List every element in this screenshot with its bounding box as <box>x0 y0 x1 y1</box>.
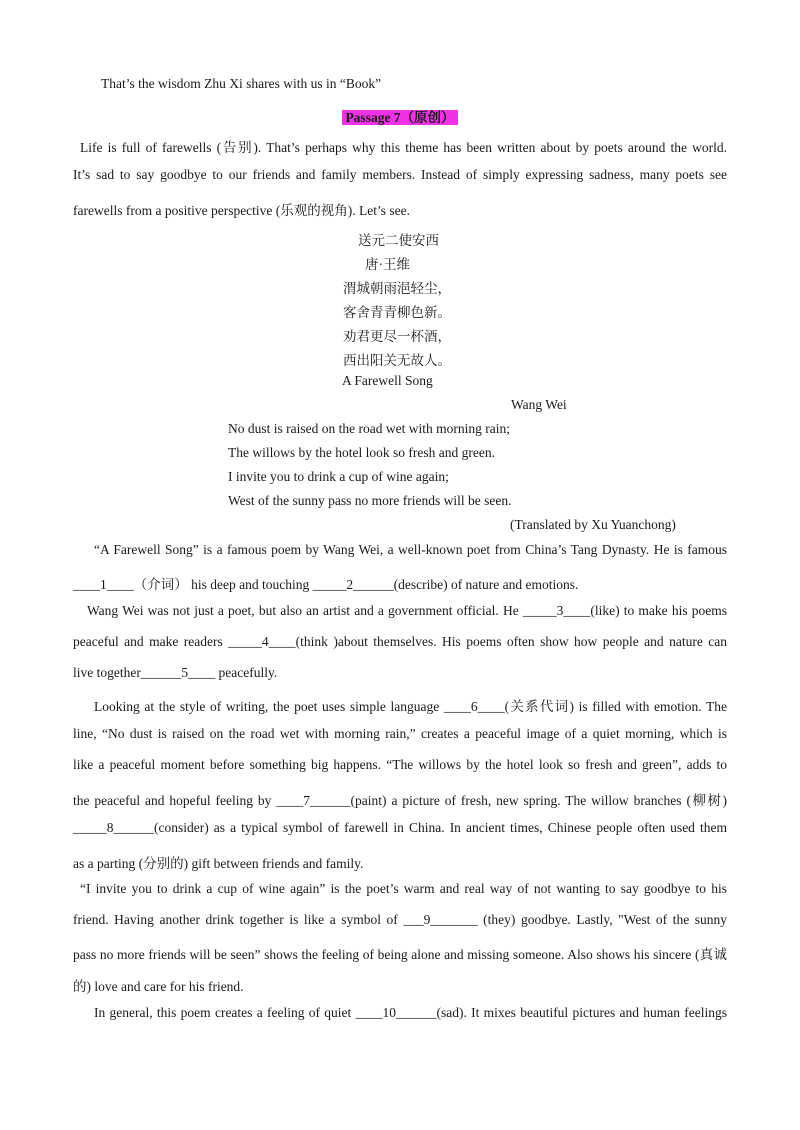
body-line: _____8______(consider) as a typical symbol of farewell in China. In ancient times, Chinese people often used them <box>73 820 727 835</box>
intro-para-line: farewells from a positive perspective (乐观的视角). Let’s see. <box>73 203 411 218</box>
body-line: “A Farewell Song” is a famous poem by Wang Wei, a well-known poet from China’s Tang Dynasty. He is famous <box>94 542 727 557</box>
poem-en-title: A Farewell Song <box>342 373 433 388</box>
poem-en-line: The willows by the hotel look so fresh and green. <box>228 445 495 460</box>
body-line: 的) love and care for his friend. <box>73 979 244 994</box>
poem-en-line: West of the sunny pass no more friends will be seen. <box>228 493 512 508</box>
passage-title-text: Passage 7（原创） <box>342 110 457 125</box>
body-line: pass no more friends will be seen” shows the feeling of being alone and missing someone. Also shows his sincere (真诚 <box>73 947 727 962</box>
body-line: “I invite you to drink a cup of wine again” is the poet’s warm and real way of not wanting to say goodbye to his <box>80 881 727 896</box>
intro-line: That’s the wisdom Zhu Xi shares with us in “Book” <box>101 76 382 91</box>
body-line: as a parting (分别的) gift between friends and family. <box>73 856 364 871</box>
poem-en-author: Wang Wei <box>511 397 567 412</box>
poem-en-line: No dust is raised on the road wet with morning rain; <box>228 421 510 436</box>
body-line: ____1____（介词） his deep and touching _____2______(describe) of nature and emotions. <box>73 577 579 592</box>
body-line: line, “No dust is raised on the road wet with morning rain,” creates a peaceful image of a quiet morning, which is <box>73 726 727 741</box>
intro-para-line: It’s sad to say goodbye to our friends and family members. Instead of simply expressing sadness, many poets see <box>73 167 727 182</box>
poem-translator: (Translated by Xu Yuanchong) <box>510 517 676 532</box>
intro-para-line: Life is full of farewells (告别). That’s perhaps why this theme has been written about by poets around the world. <box>80 140 727 155</box>
body-line: the peaceful and hopeful feeling by ____7______(paint) a picture of fresh, new spring. The willow branches (柳树) <box>73 793 727 808</box>
poem-cn-author: 唐·王维 <box>365 257 410 272</box>
body-line: Looking at the style of writing, the poet uses simple language ____6____(关系代词) is filled with emotion. The <box>94 699 727 714</box>
poem-cn-line: 劝君更尽一杯酒， <box>343 329 451 344</box>
body-line: peaceful and make readers _____4____(think )about themselves. His poems often show how people and nature can <box>73 634 727 649</box>
poem-en-line: I invite you to drink a cup of wine again; <box>228 469 449 484</box>
body-line: Wang Wei was not just a poet, but also an artist and a government official. He _____3____(like) to make his poems <box>87 603 727 618</box>
poem-cn-line: 客舍青青柳色新。 <box>343 305 451 320</box>
passage-title <box>0 106 800 126</box>
body-line: In general, this poem creates a feeling of quiet ____10______(sad). It mixes beautiful pictures and human feelings <box>94 1005 727 1020</box>
poem-cn-line: 西出阳关无故人。 <box>343 353 451 368</box>
body-line: friend. Having another drink together is like a symbol of ___9_______ (they) goodbye. Lastly, "West of the sunny <box>73 912 727 927</box>
body-line: like a peaceful moment before something big happens. “The willows by the hotel look so fresh and green”, adds to <box>73 757 727 772</box>
body-line: live together______5____ peacefully. <box>73 665 278 680</box>
poem-cn-title: 送元二使安西 <box>358 233 439 248</box>
poem-cn-line: 渭城朝雨浥轻尘， <box>343 281 451 296</box>
